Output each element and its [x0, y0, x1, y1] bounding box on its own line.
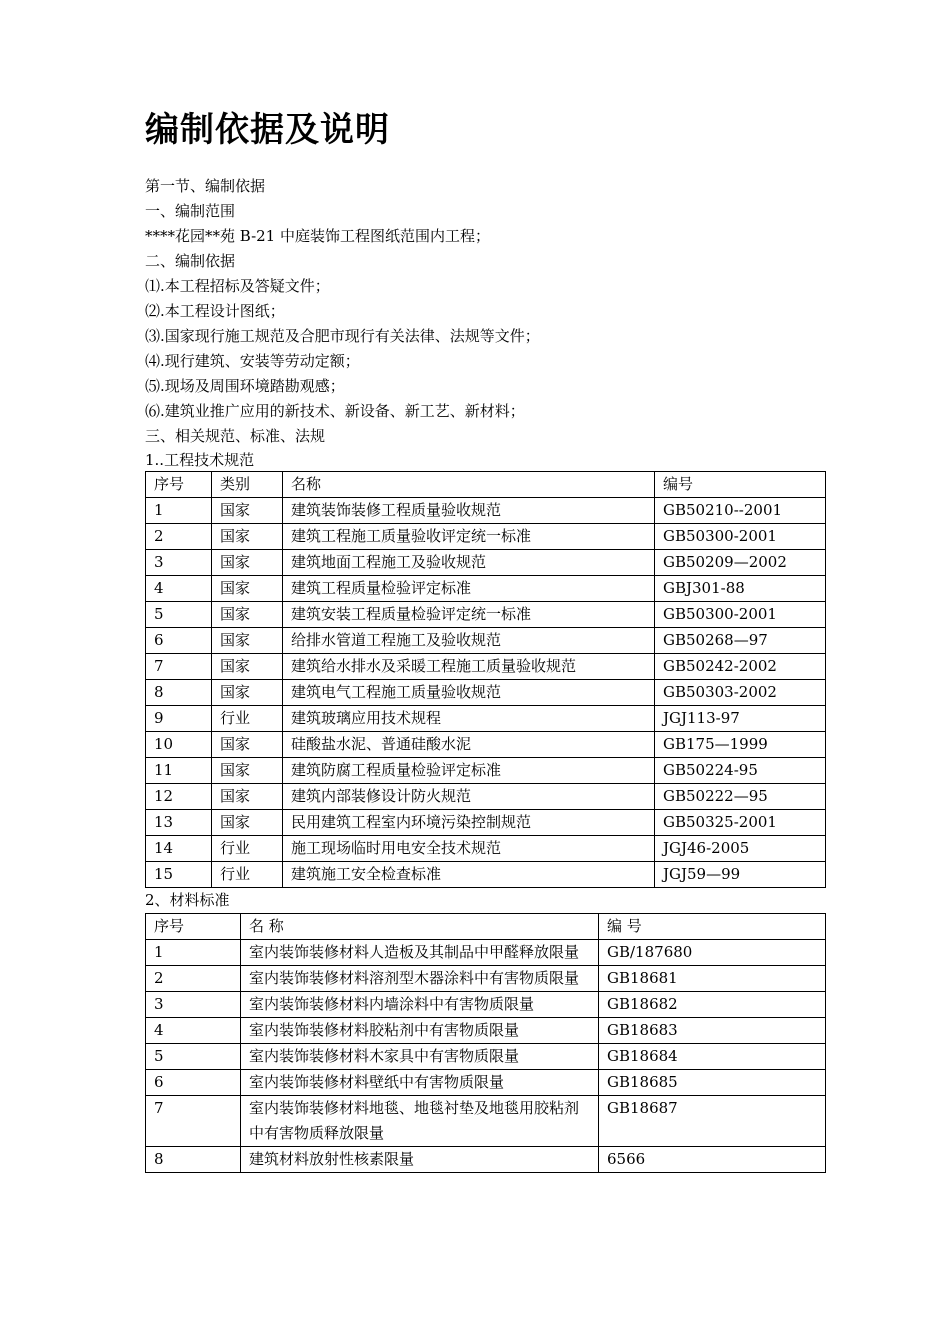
table-cell: 8: [146, 680, 212, 706]
table-cell: 8: [146, 1147, 241, 1173]
table-cell: 建筑地面工程施工及验收规范: [283, 550, 655, 576]
table-cell: JGJ59—99: [655, 862, 826, 888]
table-cell: 国家: [212, 628, 283, 654]
table-cell: 国家: [212, 732, 283, 758]
table-cell: 4: [146, 576, 212, 602]
table-cell: GBJ301-88: [655, 576, 826, 602]
table-cell: JGJ46-2005: [655, 836, 826, 862]
table-cell: 施工现场临时用电安全技术规范: [283, 836, 655, 862]
table-cell: 6: [146, 628, 212, 654]
table-cell: 国家: [212, 550, 283, 576]
table-cell: 国家: [212, 784, 283, 810]
table-cell: 给排水管道工程施工及验收规范: [283, 628, 655, 654]
table-cell: 建筑给水排水及采暖工程施工质量验收规范: [283, 654, 655, 680]
basis-item: ⑶.国家现行施工规范及合肥市现行有关法律、法规等文件；: [145, 327, 540, 345]
table-cell: GB50300-2001: [655, 524, 826, 550]
table-cell: 7: [146, 654, 212, 680]
table-cell: 国家: [212, 654, 283, 680]
table-cell: 建筑材料放射性核素限量: [241, 1147, 599, 1173]
basis-item: ⑴.本工程招标及答疑文件；: [145, 277, 330, 295]
table-row: [146, 1147, 826, 1173]
table-cell: 行业: [212, 706, 283, 732]
table-cell: 3: [146, 550, 212, 576]
table-cell: 室内装饰装修材料壁纸中有害物质限量: [241, 1070, 599, 1096]
table-cell: 建筑安装工程质量检验评定统一标准: [283, 602, 655, 628]
table-row: [146, 940, 826, 966]
table-cell: GB50300-2001: [655, 602, 826, 628]
paragraph-scope: ****花园**苑 B-21 中庭装饰工程图纸范围内工程；: [145, 227, 490, 245]
table-cell: 国家: [212, 758, 283, 784]
table-cell: 建筑工程施工质量验收评定统一标准: [283, 524, 655, 550]
table-row: [146, 1096, 826, 1147]
table-cell: 建筑电气工程施工质量验收规范: [283, 680, 655, 706]
table-row: [146, 992, 826, 1018]
table-cell: 11: [146, 758, 212, 784]
document-title: 编制依据及说明: [145, 110, 390, 150]
table-cell: 6: [146, 1070, 241, 1096]
table-header-row: [146, 914, 826, 940]
table-cell: 2: [146, 524, 212, 550]
table-cell: 建筑施工安全检查标准: [283, 862, 655, 888]
table-cell: 室内装饰装修材料地毯、地毯衬垫及地毯用胶粘剂中有害物质释放限量: [241, 1096, 599, 1147]
header-cell: 编 号: [599, 914, 826, 940]
table-cell: GB50268—97: [655, 628, 826, 654]
table-cell: 1: [146, 498, 212, 524]
table1-caption: 1..工程技术规范: [145, 451, 255, 469]
table-row: [146, 550, 826, 576]
table-cell: 室内装饰装修材料溶剂型木器涂料中有害物质限量: [241, 966, 599, 992]
table-cell: GB50242-2002: [655, 654, 826, 680]
header-cell: 类别: [212, 472, 283, 498]
table-row: [146, 862, 826, 888]
table-row: [146, 810, 826, 836]
table-cell: 建筑装饰装修工程质量验收规范: [283, 498, 655, 524]
table-row: [146, 1018, 826, 1044]
basis-item: ⑸.现场及周围环境踏勘观感；: [145, 377, 345, 395]
header-cell: 名称: [283, 472, 655, 498]
header-cell: 序号: [146, 914, 241, 940]
table-cell: GB175—1999: [655, 732, 826, 758]
table-cell: 建筑玻璃应用技术规程: [283, 706, 655, 732]
header-cell: 名 称: [241, 914, 599, 940]
table-header-row: [146, 472, 826, 498]
table-cell: 国家: [212, 602, 283, 628]
table-cell: GB50209—2002: [655, 550, 826, 576]
table-cell: 室内装饰装修材料木家具中有害物质限量: [241, 1044, 599, 1070]
header-cell: 编号: [655, 472, 826, 498]
table-cell: 硅酸盐水泥、普通硅酸水泥: [283, 732, 655, 758]
table-cell: 12: [146, 784, 212, 810]
table-row: [146, 758, 826, 784]
table-row: [146, 680, 826, 706]
table-row: [146, 732, 826, 758]
table-cell: 3: [146, 992, 241, 1018]
table-cell: GB18684: [599, 1044, 826, 1070]
table-row: [146, 966, 826, 992]
table-cell: 建筑内部装修设计防火规范: [283, 784, 655, 810]
table-row: [146, 602, 826, 628]
table-cell: 室内装饰装修材料胶粘剂中有害物质限量: [241, 1018, 599, 1044]
table-row: [146, 498, 826, 524]
table-cell: 国家: [212, 498, 283, 524]
table-cell: 建筑防腐工程质量检验评定标准: [283, 758, 655, 784]
material-standards-table: [145, 913, 826, 1173]
table-row: [146, 784, 826, 810]
table-cell: GB50210--2001: [655, 498, 826, 524]
table-cell: 15: [146, 862, 212, 888]
document-body: [145, 174, 825, 1173]
table-cell: GB18685: [599, 1070, 826, 1096]
table-cell: JGJ113-97: [655, 706, 826, 732]
table-cell: GB50303-2002: [655, 680, 826, 706]
table-row: [146, 654, 826, 680]
section-heading: 第一节、编制依据: [145, 177, 266, 195]
table-cell: 5: [146, 602, 212, 628]
table-cell: 国家: [212, 576, 283, 602]
table-cell: GB50325-2001: [655, 810, 826, 836]
table-cell: GB50224-95: [655, 758, 826, 784]
table-cell: GB18687: [599, 1096, 826, 1147]
table-row: [146, 524, 826, 550]
subheading-scope: 一、编制范围: [145, 202, 236, 220]
technical-standards-table: [145, 471, 826, 888]
table-cell: 民用建筑工程室内环境污染控制规范: [283, 810, 655, 836]
table-cell: 9: [146, 706, 212, 732]
table-cell: 14: [146, 836, 212, 862]
table-cell: 5: [146, 1044, 241, 1070]
table-cell: 13: [146, 810, 212, 836]
table-row: [146, 628, 826, 654]
table-cell: 室内装饰装修材料人造板及其制品中甲醛释放限量: [241, 940, 599, 966]
table-cell: GB18683: [599, 1018, 826, 1044]
table2-caption: 2、材料标准: [145, 891, 230, 909]
table-cell: 6566: [599, 1147, 826, 1173]
table-cell: 国家: [212, 680, 283, 706]
table-cell: 1: [146, 940, 241, 966]
basis-item: ⑷.现行建筑、安装等劳动定额；: [145, 352, 360, 370]
table-row: [146, 1044, 826, 1070]
table-cell: GB18681: [599, 966, 826, 992]
table-cell: 行业: [212, 862, 283, 888]
table-row: [146, 706, 826, 732]
table-cell: 2: [146, 966, 241, 992]
subheading-standards: 三、相关规范、标准、法规: [145, 427, 326, 445]
table-cell: 4: [146, 1018, 241, 1044]
basis-item: ⑹.建筑业推广应用的新技术、新设备、新工艺、新材料；: [145, 402, 525, 420]
basis-item: ⑵.本工程设计图纸；: [145, 302, 285, 320]
table-cell: 行业: [212, 836, 283, 862]
table-cell: 室内装饰装修材料内墙涂料中有害物质限量: [241, 992, 599, 1018]
table-cell: 建筑工程质量检验评定标准: [283, 576, 655, 602]
header-cell: 序号: [146, 472, 212, 498]
table-cell: 7: [146, 1096, 241, 1147]
table-cell: 国家: [212, 524, 283, 550]
table-cell: 国家: [212, 810, 283, 836]
subheading-basis: 二、编制依据: [145, 252, 236, 270]
table-row: [146, 1070, 826, 1096]
table-row: [146, 576, 826, 602]
table-cell: GB50222—95: [655, 784, 826, 810]
table-row: [146, 836, 826, 862]
table-cell: GB18682: [599, 992, 826, 1018]
table-cell: 10: [146, 732, 212, 758]
table-cell: GB/187680: [599, 940, 826, 966]
